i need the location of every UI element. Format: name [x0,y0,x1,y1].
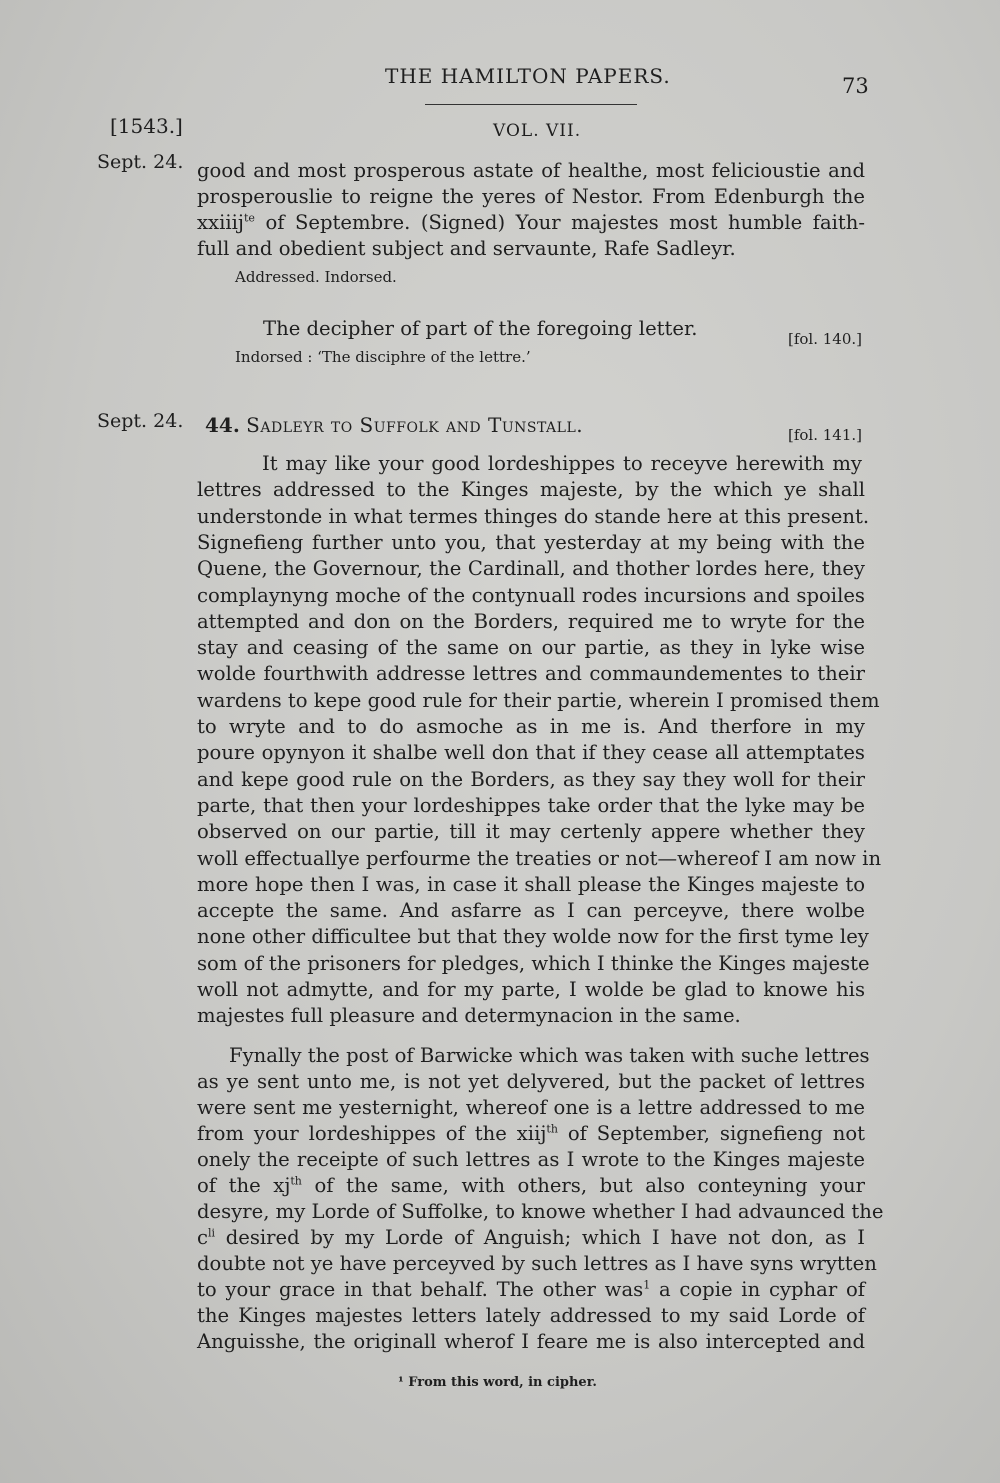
text-line [197,210,865,236]
text-fragment: of the xj [197,1174,291,1197]
text-fragment: to your grace in that behalf. The other was [197,1278,644,1301]
text-line [197,1225,865,1251]
text-line [197,1173,865,1199]
text-line: lettres addressed to the Kinges majeste, by the which ye shall [197,478,865,501]
entry-title: Sadleyr to Suffolk and Tunstall. [246,413,584,437]
footnote-marker: 1 [643,1278,651,1292]
text-line: accepte the same. And asfarre as I can perceyve, there wolbe [197,899,865,922]
text-fragment: desired by my Lorde of Anguish; which I have not don, as I [215,1226,865,1249]
running-header-title: THE HAMILTON PAPERS. [385,64,671,88]
text-fragment: of the same, with others, but also conteyning your [301,1174,865,1197]
text-line: majestes full pleasure and determynacion in the same. [197,1004,741,1027]
text-line: Fynally the post of Barwicke which was taken with suche lettres [229,1044,870,1067]
text-line [197,1121,865,1147]
volume-label: VOL. VII. [493,121,582,141]
text-line: woll not admytte, and for my parte, I wolde be glad to knowe his [197,978,865,1001]
text-line: doubte not ye have perceyved by such lettres as I have syns wrytten [197,1252,877,1275]
text-line: Anguisshe, the originall wherof I feare me is also intercepted and [197,1330,865,1353]
date-xxiiij: xxiiij [197,211,244,234]
text-line: wolde fourthwith addresse lettres and commaundementes to their [197,662,865,685]
text-line [197,1277,865,1303]
folio-ref-141: [fol. 141.] [788,426,863,444]
text-line: wardens to kepe good rule for their partie, wherein I promised them [197,689,880,712]
entry-heading [205,413,583,437]
text-line: as ye sent unto me, is not yet delyvered, but the packet of lettres [197,1070,865,1093]
text-line: woll effectuallye perfourme the treaties or not—whereof I am now in [197,847,882,870]
text-line: good and most prosperous astate of healthe, most felicioustie and [197,159,865,182]
text-fragment: of Septembre. (Signed) Your majestes most humble faith- [265,211,865,234]
text-fragment: c [197,1226,208,1249]
text-line: poure opynyon it shalbe well don that if they cease all attemptates [197,741,865,764]
text-line: som of the prisoners for pledges, which I thinke the Kinges majeste [197,952,870,975]
text-line: It may like your good lordeshippes to receyve herewith my [262,452,862,475]
text-line: prosperouslie to reigne the yeres of Nestor. From Edenburgh the [197,185,865,208]
text-line: Signefieng further unto you, that yesterday at my being with the [197,531,865,554]
text-line: and kepe good rule on the Borders, as they say they woll for their [197,768,865,791]
text-fragment: of September, signefieng not [557,1122,865,1145]
header-rule [425,104,637,105]
text-fragment: from your lordeshippes of the xiij [197,1122,547,1145]
text-fragment: a copie in cyphar of [650,1278,865,1301]
entry-number: 44. [205,413,240,437]
superscript: te [243,211,255,225]
text-line: understonde in what termes thinges do stande here at this present. [197,505,870,528]
indorsed-note: Indorsed : ‘The disciphre of the lettre.’ [235,348,531,366]
text-line: Quene, the Governour, the Cardinall, and thother lordes here, they [197,557,865,580]
folio-ref-140: [fol. 140.] [788,330,863,348]
superscript: th [546,1122,558,1136]
text-line: attempted and don on the Borders, required me to wryte for the [197,610,865,633]
margin-year: [1543.] [110,114,183,138]
addressed-note: Addressed. Indorsed. [235,268,397,286]
text-line: to wryte and to do asmoche as in me is. And therfore in my [197,715,865,738]
text-line: none other difficultee but that they wolde now for the first tyme ley [197,925,869,948]
text-line: were sent me yesternight, whereof one is a lettre addressed to me [197,1096,865,1119]
text-line: more hope then I was, in case it shall please the Kinges majeste to [197,873,865,896]
text-line: stay and ceasing of the same on our partie, as they in lyke wise [197,636,865,659]
margin-date-2: Sept. 24. [97,410,184,432]
decipher-heading: The decipher of part of the foregoing letter. [263,317,698,340]
text-line: the Kinges majestes letters lately addressed to my said Lorde of [197,1304,865,1327]
superscript: li [207,1226,216,1240]
text-line: onely the receipte of such lettres as I wrote to the Kinges majeste [197,1148,865,1171]
page-number: 73 [842,74,869,98]
text-line: complaynyng moche of the contynuall rodes incursions and spoiles [197,584,865,607]
superscript: th [290,1174,302,1188]
text-line: observed on our partie, till it may certenly appere whether they [197,820,865,843]
text-line: parte, that then your lordeshippes take order that the lyke may be [197,794,865,817]
text-line: full and obedient subject and servaunte, Rafe Sadleyr. [197,237,736,260]
text-line: desyre, my Lorde of Suffolke, to knowe whether I had advaunced the [197,1200,884,1223]
footnote: ¹ From this word, in cipher. [398,1375,597,1390]
margin-date-1: Sept. 24. [97,151,184,173]
